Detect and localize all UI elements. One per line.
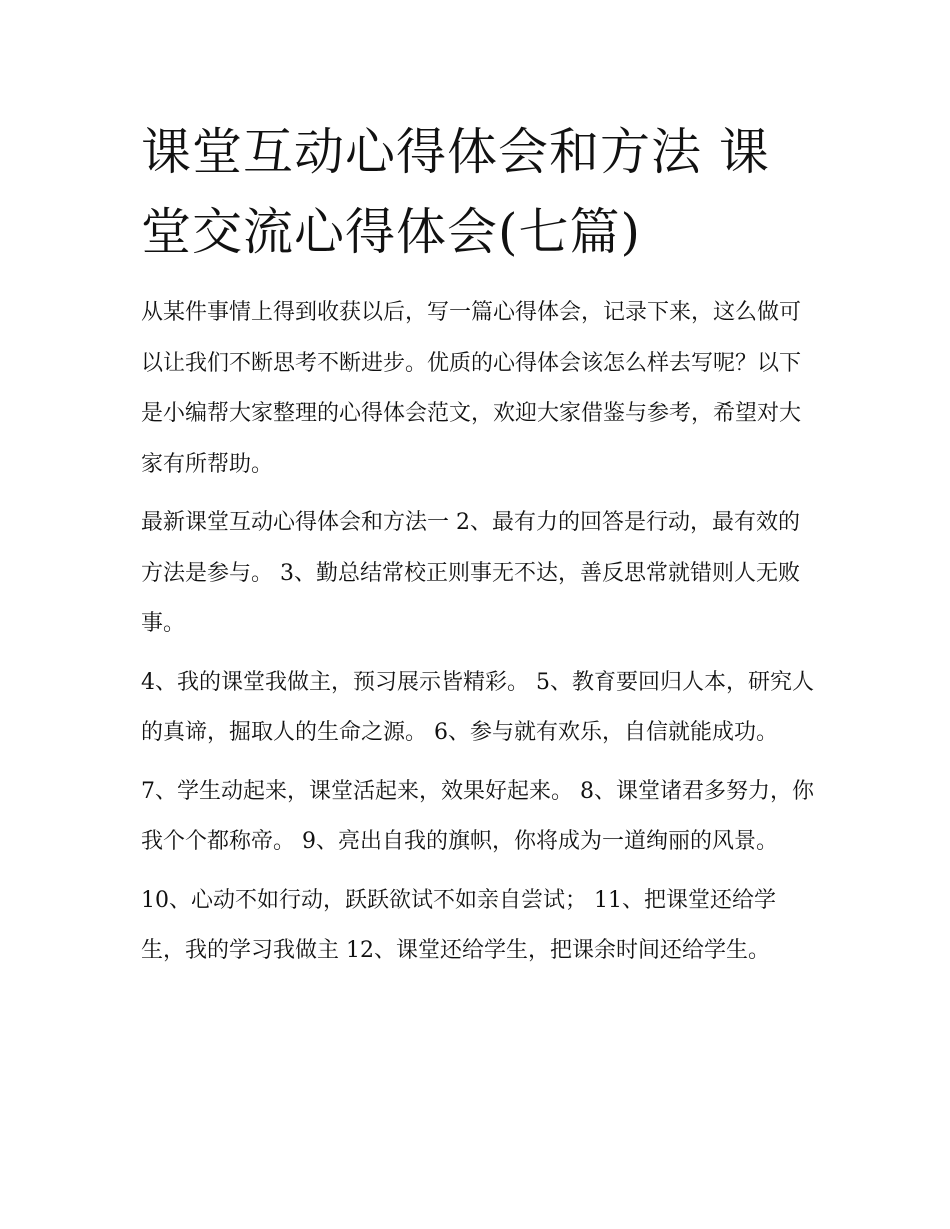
body-paragraph-3: 7、学生动起来，课堂活起来，效果好起来。 8、课堂诸君多努力，你我个个都称帝。 9、亮出自我的旗帜，你将成为一道绚丽的风景。 [141,778,814,854]
body-paragraph-4: 10、心动不如行动，跃跃欲试不如亲自尝试； 11、把课堂还给学生，我的学习我做主 12、课堂还给学生，把课余时间还给学生。 [141,887,776,963]
body-paragraph-1: 最新课堂互动心得体会和方法一 2、最有力的回答是行动，最有效的方法是参与。 3、勤总结常校正则事无不达，善反思常就错则人无败事。 [141,510,800,636]
body-paragraph-2: 4、我的课堂我做主，预习展示皆精彩。 5、教育要回归人本，研究人的真谛，掘取人的生命之源。 6、参与就有欢乐，自信就能成功。 [141,669,814,745]
document-title: 课堂互动心得体会和方法 课堂交流心得体会(七篇) [141,123,770,261]
document-body [141,112,816,977]
intro-paragraph: 从某件事情上得到收获以后，写一篇心得体会，记录下来，这么做可以让我们不断思考不断进步。优质的心得体会该怎么样去写呢？以下是小编帮大家整理的心得体会范文，欢迎大家借鉴与参考，希望对大家有所帮助。 [141,300,802,477]
